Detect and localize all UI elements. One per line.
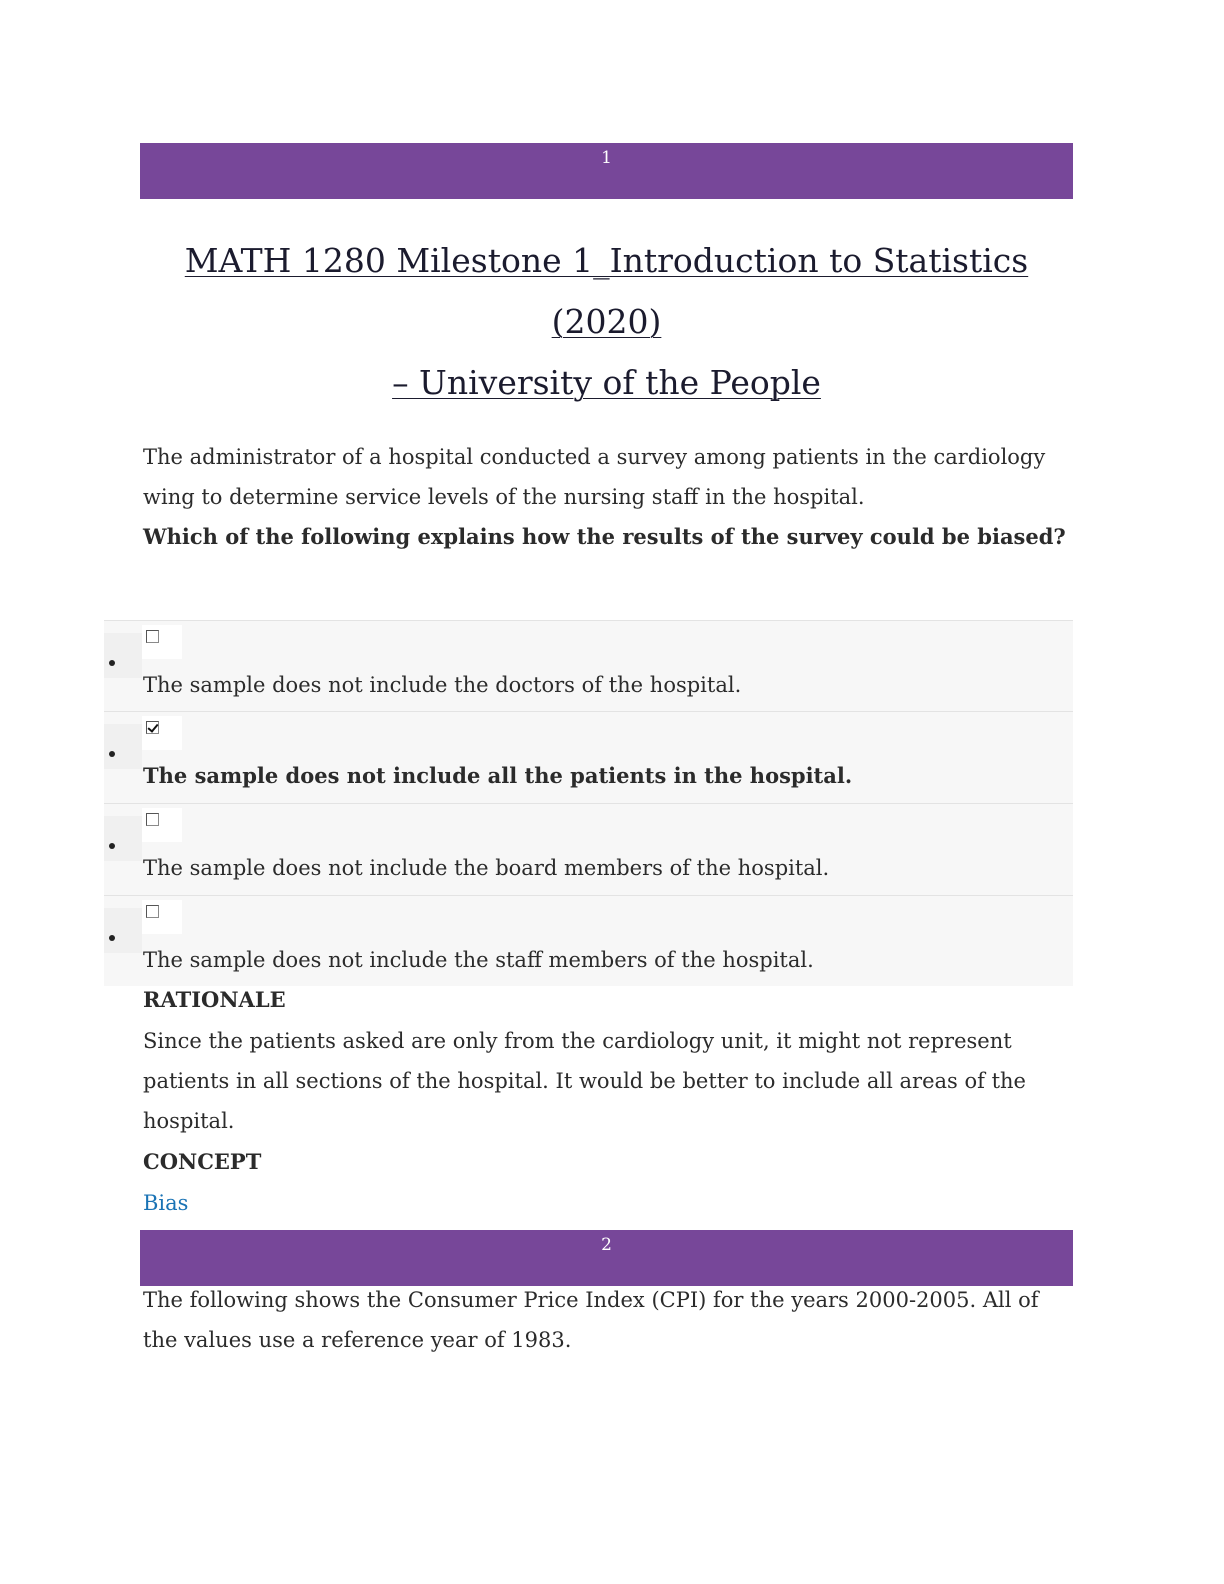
bullet-icon	[104, 816, 142, 861]
bullet-icon	[104, 724, 142, 769]
answer-option-label: The sample does not include the doctors of the hospital.	[143, 673, 742, 697]
document-title	[140, 230, 1073, 413]
answer-option[interactable]	[104, 803, 1073, 895]
answer-option-label: The sample does not include all the patients in the hospital.	[143, 763, 853, 788]
answer-option-label: The sample does not include the board members of the hospital.	[143, 856, 830, 880]
question-number-bar	[140, 1230, 1073, 1286]
rationale-text: Since the patients asked are only from the cardiology unit, it might not represent patients in all sections of the hospital. It would be better to include all areas of the hospital.	[143, 1029, 1026, 1133]
question-prompt: Which of the following explains how the results of the survey could be biased?	[143, 524, 1066, 549]
checkbox[interactable]	[146, 630, 159, 643]
document-title-line1: MATH 1280 Milestone 1_Introduction to Statistics (2020)	[184, 241, 1029, 341]
question-number: 2	[601, 1235, 612, 1255]
rationale-heading: RATIONALE	[143, 987, 286, 1012]
question-stem: The following shows the Consumer Price Index (CPI) for the years 2000-2005. All of the values use a reference year of 1983.	[143, 1288, 1039, 1352]
answer-option[interactable]	[104, 620, 1073, 712]
answer-option-label: The sample does not include the staff members of the hospital.	[143, 948, 814, 972]
bullet-icon	[104, 908, 142, 953]
question-number: 1	[601, 148, 612, 168]
concept-heading: CONCEPT	[143, 1149, 262, 1174]
checkbox[interactable]	[146, 813, 159, 826]
concept-link[interactable]: Bias	[143, 1191, 189, 1215]
bullet-icon	[104, 633, 142, 678]
document-title-line2: – University of the People	[392, 363, 821, 402]
checkbox-checked[interactable]	[146, 721, 159, 734]
answer-option-selected[interactable]	[104, 711, 1073, 803]
answer-option[interactable]	[104, 895, 1073, 986]
question-number-bar	[140, 143, 1073, 199]
question-stem: The administrator of a hospital conducted a survey among patients in the cardiology wing to determine service levels of the nursing staff in the hospital.	[143, 445, 1046, 509]
checkbox[interactable]	[146, 905, 159, 918]
